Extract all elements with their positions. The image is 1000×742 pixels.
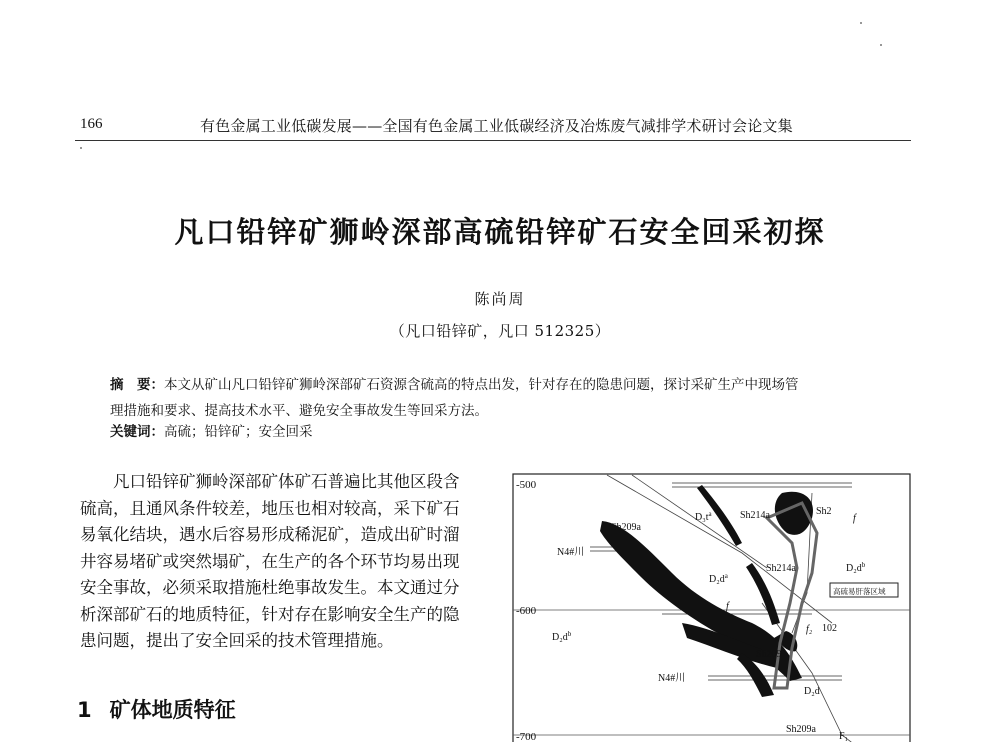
keywords-label: 关键词： [110, 424, 164, 440]
abstract [110, 372, 900, 424]
label-d2d-right-base: D₂d [846, 563, 862, 574]
label-d2d-right [846, 561, 866, 574]
label-d2d-mid [709, 572, 729, 585]
section-heading [77, 694, 236, 724]
label-n4-bottom: N4#川 [658, 673, 686, 684]
label-d3t-sup: a [708, 510, 712, 518]
label-d2d-left [552, 630, 572, 643]
body-line: 凡口铅锌矿狮岭深部矿体矿石普遍比其他区段含 [113, 472, 460, 491]
running-header: 有色金属工业低碳发展——全国有色金属工业低碳经济及冶炼废气减排学术研讨会论文集 [200, 117, 793, 135]
page-number: 166 [80, 116, 103, 132]
body-line: 析深部矿石的地质特征，针对存在影响安全生产的隐 [80, 604, 460, 624]
label-sh214a-mid: Sh214a [766, 563, 796, 574]
label-f2: f₂ [806, 624, 813, 635]
body-line: 易氧化结块，遇水后容易形成稀泥矿，造成出矿时溜 [80, 525, 460, 544]
label-d2d-right-sup: b [861, 561, 866, 569]
label-d2d-left-sup: b [567, 630, 572, 638]
label-sh209a-bottom: Sh209a [786, 724, 816, 735]
body-line: 患问题，提出了安全回采的技术管理措施。 [80, 631, 394, 650]
keywords [110, 420, 313, 440]
scan-speck [880, 44, 882, 46]
article-title: 凡口铅锌矿狮岭深部高硫铅锌矿石安全回采初探 [174, 215, 826, 249]
body-line: 井容易堵矿或突然塌矿，在生产的各个环节均易出现 [80, 551, 460, 571]
label-f-mid: f [726, 601, 729, 612]
body-paragraph [80, 469, 490, 655]
body-line: 硫高，且通风条件较差，地压也相对较高，采下矿石 [80, 498, 460, 518]
label-102: 102 [822, 623, 837, 634]
label-f-top: f [853, 513, 856, 524]
level-label-500: -500 [516, 479, 537, 491]
label-sh214a-top: Sh214a [740, 510, 770, 521]
abstract-line-1 [110, 372, 900, 398]
label-n4-top: N4#川 [557, 547, 585, 558]
label-d3t [695, 510, 713, 523]
label-d2d-bottom: D₂d [804, 686, 820, 697]
abstract-label: 摘 要： [110, 377, 164, 393]
body-line: 安全事故，必须采取措施杜绝事故发生。本文通过分 [80, 578, 460, 597]
abstract-text-2: 理措施和要求、提高技术水平、避免安全事故发生等回采方法。 [110, 403, 488, 419]
author-affiliation: （凡口铅锌矿，凡口 512325） [389, 322, 611, 340]
label-d3t-base: D₃t [695, 512, 709, 523]
level-label-700: -700 [516, 731, 537, 742]
keywords-text: 高硫；铅锌矿；安全回采 [164, 424, 313, 440]
abstract-text-1: 本文从矿山凡口铅锌矿狮岭深部矿石资源含硫高的特点出发，针对存在的隐患问题，探讨采矿生产中现场管 [164, 377, 799, 393]
section-number: 1 [77, 698, 92, 722]
label-sh2-right: Sh2 [816, 506, 832, 517]
label-sh209a-top: Sh209a [611, 522, 641, 533]
label-d2d-mid-base: D₂d [709, 574, 725, 585]
label-sh209-mid: Sh209 [756, 649, 782, 660]
section-title: 矿体地质特征 [109, 698, 236, 722]
level-label-600: -600 [516, 605, 537, 617]
label-d2d-mid-sup: a [724, 572, 728, 580]
scan-speck [860, 22, 862, 24]
label-d2d-left-base: D₂d [552, 632, 568, 643]
label-high-sulfur-zone: 高硫易肝落区域 [833, 587, 886, 596]
author-name: 陈尚周 [474, 290, 526, 308]
scan-speck [80, 147, 82, 149]
geological-section-figure [512, 473, 912, 742]
label-f1: F₁ [839, 731, 849, 742]
header-rule [75, 140, 911, 141]
